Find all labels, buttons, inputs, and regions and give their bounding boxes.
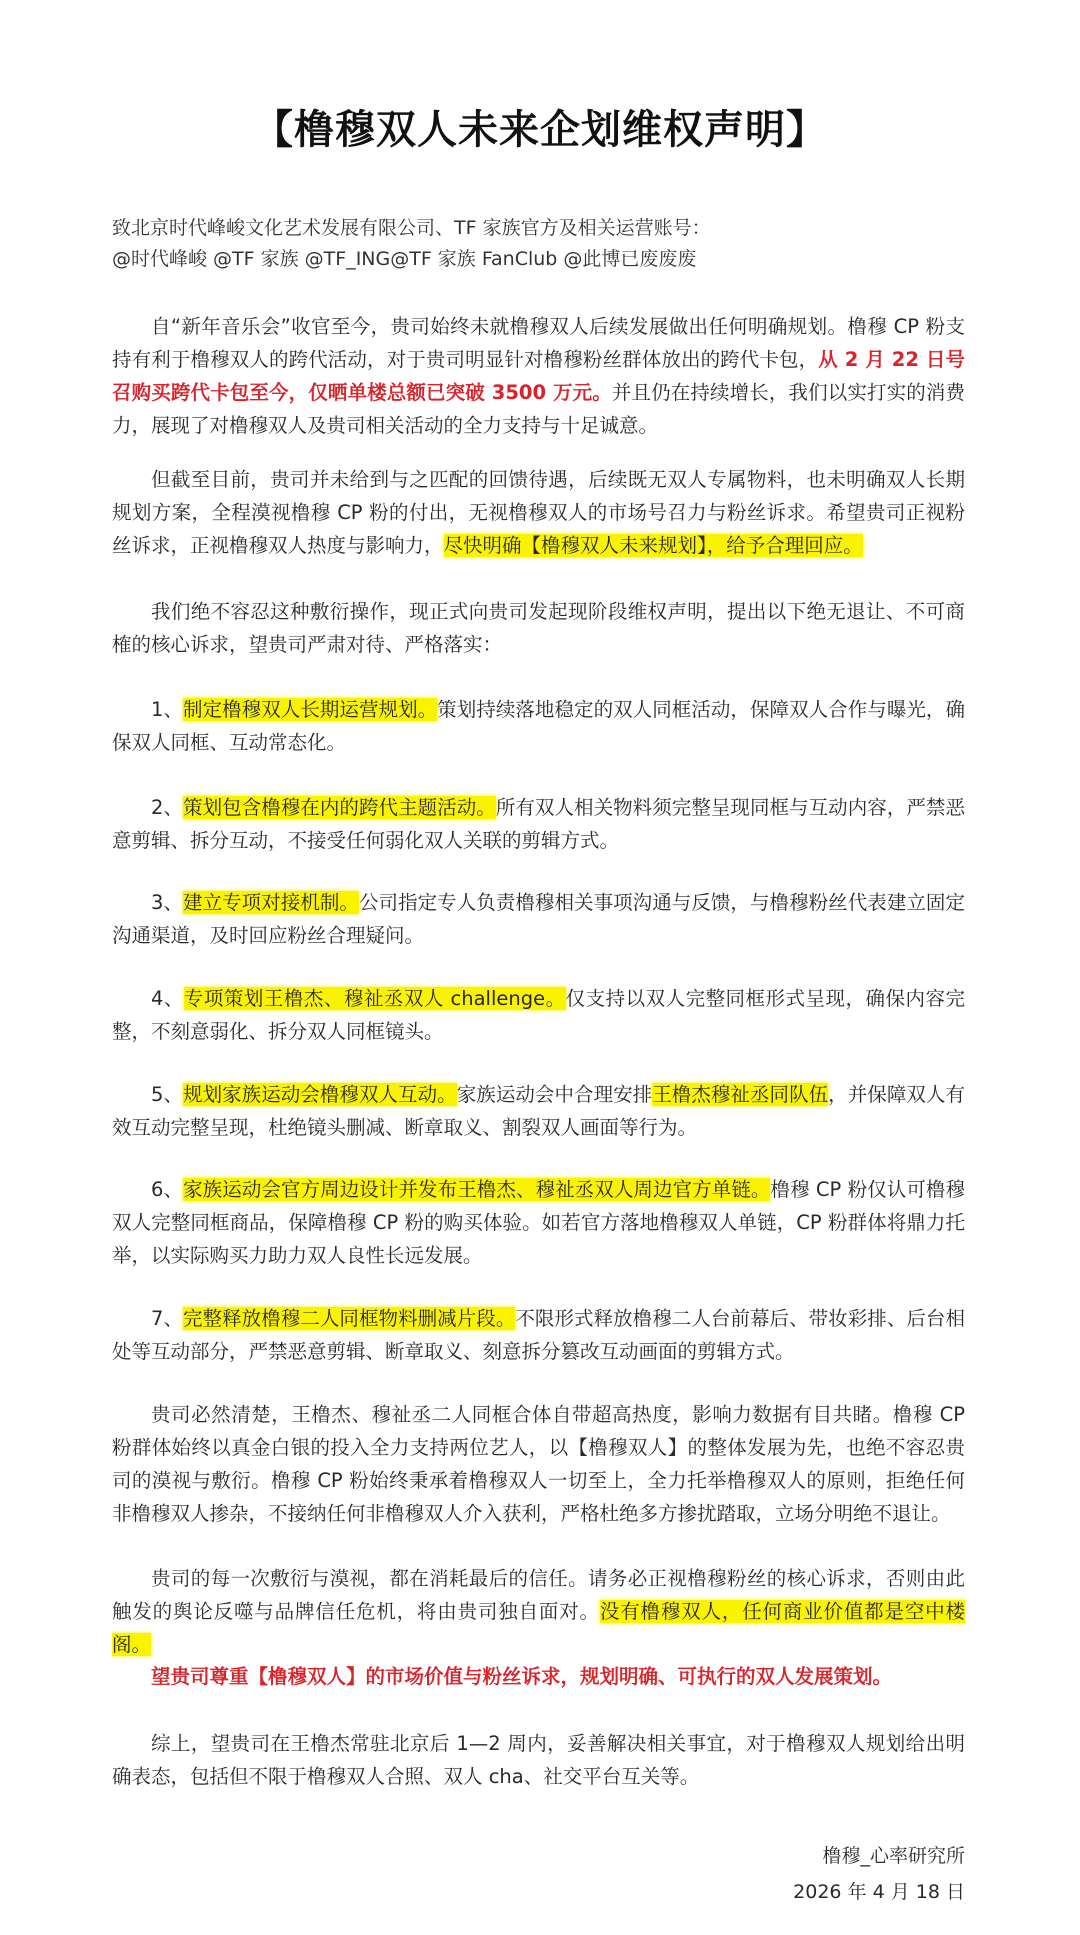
text-segment: 贵司必然清楚，王橹杰、穆祉丞二人同框合体自带超高热度，影响力数据有目共睹。橹穆 CP 粉群体始终以真金白银的投入全力支持两位艺人，以【橹穆双人】的整体发展为先，也绝不容忍贵司的漠视与敷衍。橹穆 CP 粉始终秉承着橹穆双人一切至上，全力托举橹穆双人的原则，拒绝任何非橹穆双人掺杂，不接纳任何非橹穆双人介入获利，严格杜绝多方掺扰踏取，立场分明绝不退让。: [112, 1403, 965, 1525]
text-segment: 公司指定专人负责橹穆相关事项沟通与反馈，与橹穆粉丝代表建立固定沟通渠道，及时回应粉丝合理疑问。: [112, 891, 965, 947]
highlighted-text: 建立专项对接机制。: [183, 891, 359, 914]
text-segment: 仅支持以双人完整同框形式呈现，确保内容完整，不刻意弱化、拆分双人同框镜头。: [112, 987, 965, 1043]
recipients-line-2: @时代峰峻 @TF 家族 @TF_ING@TF 家族 FanClub @此博已废废废: [112, 248, 697, 270]
red-emphasis-text: 望贵司尊重【橹穆双人】的市场价值与粉丝诉求，规划明确、可执行的双人发展策划。: [151, 1665, 893, 1688]
highlighted-text: 完整释放橹穆二人同框物料删减片段。: [183, 1307, 516, 1330]
text-segment: 4、: [151, 987, 184, 1010]
demand-item: [112, 791, 965, 857]
text-segment: 2、: [151, 796, 184, 819]
text-segment: 7、: [151, 1307, 184, 1330]
signature-date: 2026 年 4 月 18 日: [793, 1881, 965, 1903]
demand-item: [112, 1302, 965, 1368]
highlighted-text: 专项策划王橹杰、穆祉丞双人 challenge。: [183, 987, 566, 1010]
recipients-line-1: 致北京时代峰峻文化艺术发展有限公司、TF 家族官方及相关运营账号：: [112, 217, 711, 239]
paragraph: [112, 463, 965, 562]
demand-item: [112, 982, 965, 1048]
demand-item: [112, 886, 965, 952]
text-segment: 家族运动会中合理安排: [456, 1083, 653, 1106]
demand-item: [112, 693, 965, 759]
text-segment: 不限形式释放橹穆二人台前幕后、带妆彩排、后台相处等互动部分，严禁恶意剪辑、断章取义、刻意拆分篡改互动画面的剪辑方式。: [112, 1307, 965, 1363]
demand-item: [112, 1078, 965, 1144]
highlighted-text: 制定橹穆双人长期运营规划。: [183, 698, 438, 721]
highlighted-text: 尽快明确【橹穆双人未来规划】，给予合理回应。: [443, 534, 863, 557]
text-segment: 6、: [151, 1178, 184, 1201]
text-segment: 1、: [151, 698, 184, 721]
text-segment: 3、: [151, 891, 184, 914]
paragraph: [112, 1727, 965, 1793]
text-segment: 自“新年音乐会”收官至今，贵司始终未就橹穆双人后续发展做出任何明确规划。橹穆 CP 粉支持有利于橹穆双人的跨代活动，对于贵司明显针对橹穆粉丝群体放出的跨代卡包，: [112, 315, 965, 371]
text-segment: 我们绝不容忍这种敷衍操作，现正式向贵司发起现阶段维权声明，提出以下绝无退让、不可商榷的核心诉求，望贵司严肃对待、严格落实：: [112, 600, 965, 656]
highlighted-text: 王橹杰穆祉丞同队伍: [652, 1083, 829, 1106]
text-segment: 贵司的每一次敷衍与漠视，都在消耗最后的信任。请务必正视橹穆粉丝的核心诉求，否则由此触发的舆论反噬与品牌信任危机，将由贵司独自面对。: [112, 1567, 965, 1623]
text-segment: 橹穆 CP 粉仅认可橹穆双人完整同框商品，保障橹穆 CP 粉的购买体验。如若官方落地橹穆双人单链，CP 粉群体将鼎力托举，以实际购买力助力双人良性长远发展。: [112, 1178, 965, 1267]
text-segment: 并且仍在持续增长，我们以实打实的消费力，展现了对橹穆双人及贵司相关活动的全力支持与十足诚意。: [112, 381, 965, 437]
document-title: 【橹穆双人未来企划维权声明】: [253, 107, 827, 153]
text-segment: ，并保障双人有效互动完整呈现，杜绝镜头删减、断章取义、割裂双人画面等行为。: [112, 1083, 965, 1139]
text-segment: 所有双人相关物料须完整呈现同框与互动内容，严禁恶意剪辑、拆分互动，不接受任何弱化双人关联的剪辑方式。: [112, 796, 965, 852]
demand-item: [112, 1173, 965, 1272]
red-emphasis-text: 从 2 月 22 日号召购买跨代卡包至今，仅晒单楼总额已突破 3500 万元。: [112, 348, 965, 404]
paragraph: [112, 310, 965, 442]
highlighted-text: 没有橹穆双人，任何商业价值都是空中楼阁。: [112, 1600, 965, 1656]
highlighted-text: 家族运动会官方周边设计并发布王橹杰、穆祉丞双人周边官方单链。: [183, 1178, 771, 1201]
paragraph: [112, 595, 965, 661]
highlighted-text: 规划家族运动会橹穆双人互动。: [183, 1083, 457, 1106]
text-segment: 但截至目前，贵司并未给到与之匹配的回馈待遇，后续既无双人专属物料，也未明确双人长期规划方案，全程漠视橹穆 CP 粉的付出，无视橹穆双人的市场号召力与粉丝诉求。希望贵司正视粉丝诉求，正视橹穆双人热度与影响力，: [112, 468, 965, 557]
paragraph: [112, 1562, 965, 1661]
highlighted-text: 策划包含橹穆在内的跨代主题活动。: [183, 796, 496, 819]
signature-org: 橹穆_心率研究所: [822, 1845, 965, 1867]
paragraph: [112, 1398, 965, 1530]
text-segment: 5、: [151, 1083, 184, 1106]
text-segment: 综上，望贵司在王橹杰常驻北京后 1—2 周内，妥善解决相关事宜，对于橹穆双人规划给出明确表态，包括但不限于橹穆双人合照、双人 cha、社交平台互关等。: [112, 1732, 965, 1788]
paragraph: [112, 1660, 965, 1693]
text-segment: 策划持续落地稳定的双人同框活动，保障双人合作与曝光，确保双人同框、互动常态化。: [112, 698, 965, 754]
